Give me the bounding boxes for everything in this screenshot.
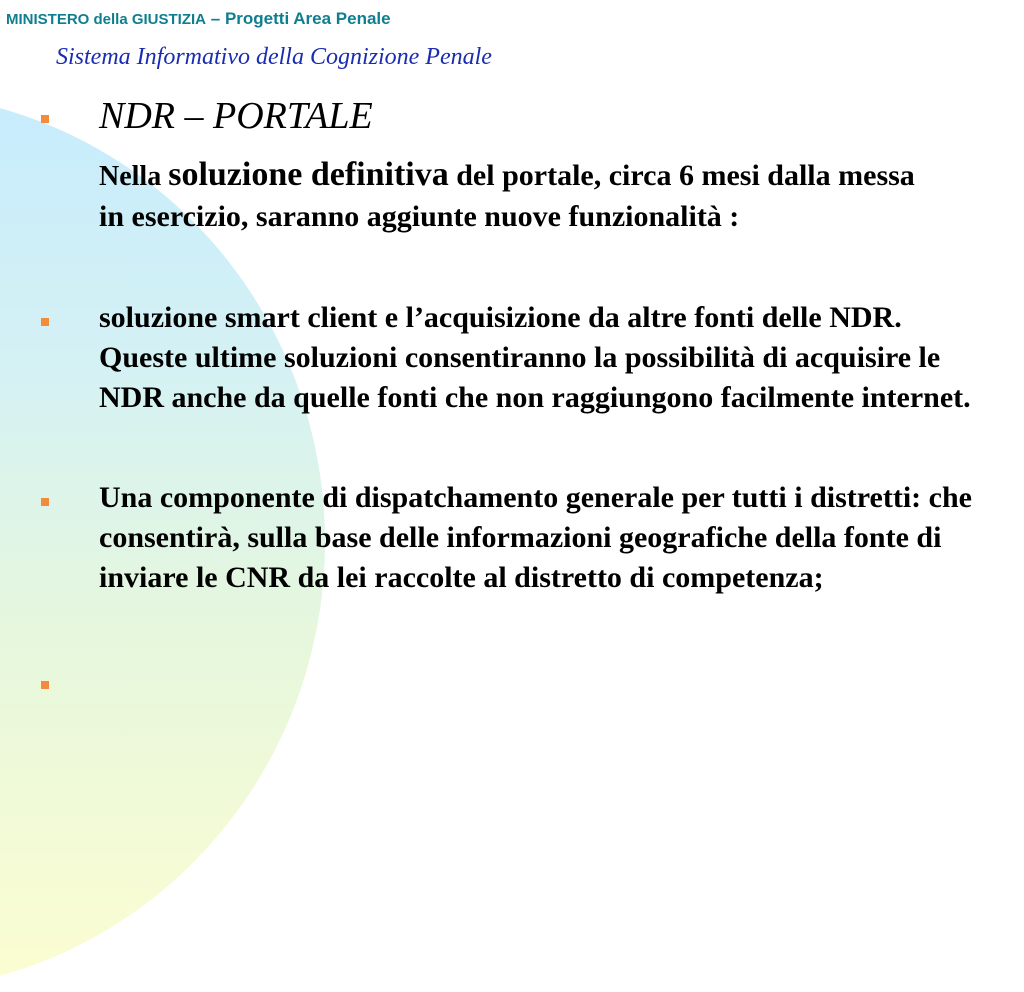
bullet-marker-heading xyxy=(41,115,49,123)
intro-paragraph xyxy=(99,155,919,237)
intro-text-start: Nella xyxy=(99,161,169,192)
slide-heading: NDR – PORTALE xyxy=(99,95,373,137)
intro-text-end: del portale, circa 6 mesi dalla messa in esercizio, saranno aggiunte nuove funzionalità : xyxy=(99,159,915,233)
ministry-label: MINISTERO della GIUSTIZIA xyxy=(6,11,207,28)
bullet-marker-3 xyxy=(41,681,49,689)
slide-subtitle: Sistema Informativo della Cognizione Penale xyxy=(56,44,492,70)
bullet-item-smart-client: soluzione smart client e l’acquisizione da altre fonti delle NDR. Queste ultime soluzioni consentiranno la possibilità di acquisire le NDR anche da quelle fonti che non raggiungono facilmente internet. xyxy=(99,301,971,414)
bullet-item-dispatch: Una componente di dispatchamento generale per tutti i distretti: che consentirà, sulla base delle informazioni geografiche della fonte di inviare le CNR da lei raccolte al distretto di competenza; xyxy=(99,481,972,594)
header-separator: – xyxy=(206,9,225,28)
bullet-marker-2 xyxy=(41,498,49,506)
area-label: Progetti Area Penale xyxy=(224,9,391,28)
bullet-marker-1 xyxy=(41,318,49,326)
intro-highlight: soluzione definitiva xyxy=(168,156,449,193)
